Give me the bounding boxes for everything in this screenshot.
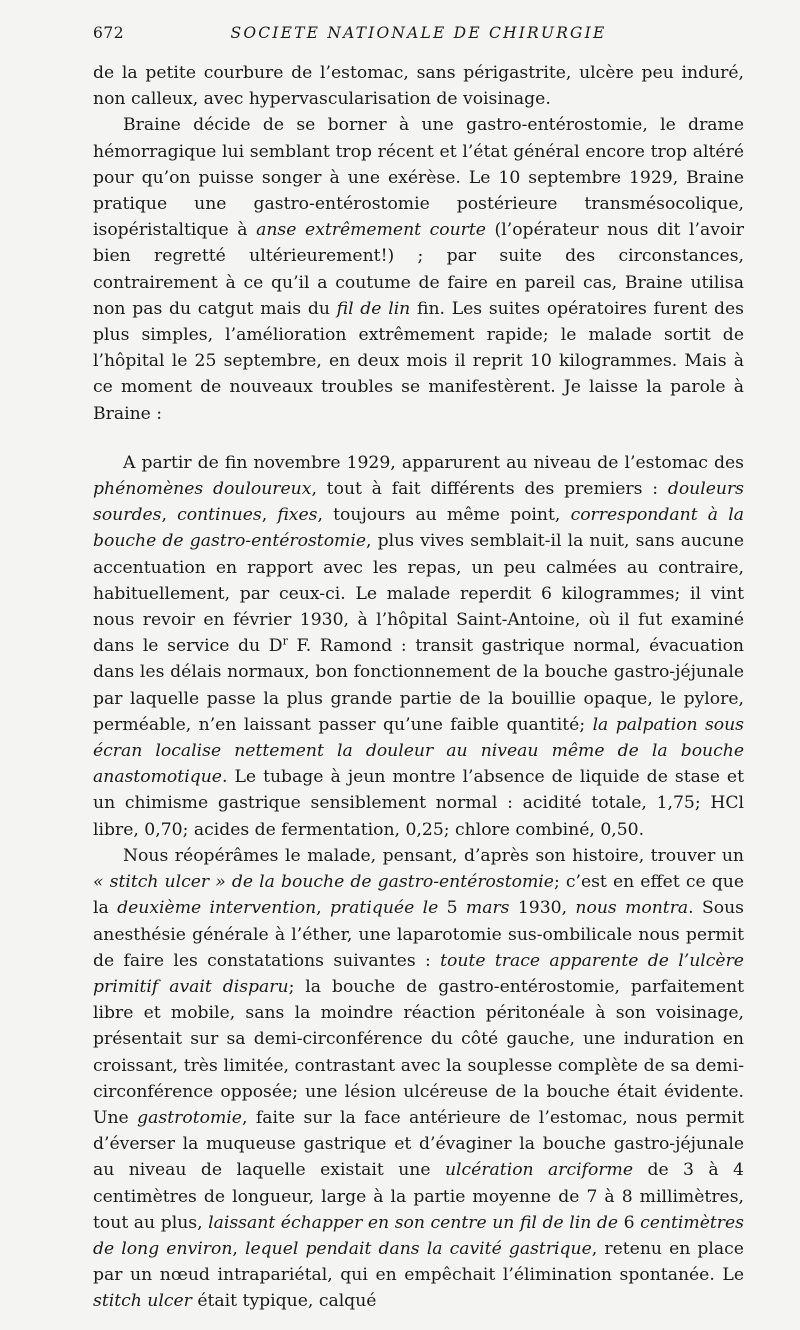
italic-text: lequel pendait dans la cavité gastrique xyxy=(244,1238,592,1259)
text-segment: , xyxy=(232,1238,245,1259)
text-segment: , plus vives semblait-il la nuit, sans aucune accentuation en rapport avec les repas, un peu calmées au contraire, habituellement, par ceux-ci. Le malade reperdit 6 kilogrammes; il vint nous revoir en février 1930, à l’hôpital Saint-Antoine, où il fut examiné dans le service du D xyxy=(93,531,744,657)
italic-text: continues xyxy=(177,505,262,526)
text-segment: , faite sur la face antérieure de l’estomac, nous permit d’éverser la muqueuse gastrique et d’évaginer la bouche gastro-jéjunale au niveau de laquelle existait une xyxy=(93,1107,744,1181)
italic-text: ulcération arciforme xyxy=(444,1160,634,1181)
paragraph xyxy=(93,60,744,112)
text-segment: était typique, calqué xyxy=(191,1291,377,1312)
italic-text: « stitch ulcer » de la bouche de gastro-entérostomie xyxy=(93,872,554,893)
text-segment: , xyxy=(316,898,330,919)
text-segment: . Le tubage à jeun montre l’absence de liquide de stase et un chimisme gastrique sensiblement normal : acidité totale, 1,75; HCl libre, 0,70; acides de fermentation, 0,25; chlore combiné, 0,50. xyxy=(93,767,744,840)
body-text xyxy=(93,60,744,1315)
italic-text: gastrotomie xyxy=(137,1107,242,1128)
text-segment: , retenu en place par un nœud intrapariétal, qui en empêchait l’élimination spontanée. Le xyxy=(93,1238,744,1286)
italic-text: phénomènes douloureux xyxy=(93,479,312,500)
italic-text: correspondant à la bouche de gastro-entérostomie xyxy=(93,505,744,552)
italic-text: stitch ulcer xyxy=(93,1291,192,1312)
text-segment: ; la bouche de gastro-entérostomie, parfaitement libre et mobile, sans la moindre réaction péritonéale à son voisinage, présentait sur sa demi-circonférence du côté gauche, une induration en croissant, très limitée, contrastant avec la souplesse complète de sa demi-circonférence opposée; une lésion ulcéreuse de la bouche était évidente. Une xyxy=(93,976,744,1128)
text-segment: fin. Les suites opératoires furent des plus simples, l’amélioration extrêmement rapide; le malade sortit de l’hôpital le 25 septembre, en deux mois il reprit 10 kilogrammes. Mais à ce moment de nouveaux troubles se manifestèrent. Je laisse la parole à Braine : xyxy=(93,298,744,424)
italic-text: anse extrêmement courte xyxy=(256,220,486,241)
text-segment: F. Ramond : transit gastrique normal, évacuation dans les délais normaux, bon fonctionnement de la bouche gastro-jéjunale par laquelle passe la plus grande partie de la bouillie opaque, le pylore, perméable, n’en laissant passer qu’une faible quantité; xyxy=(93,636,744,735)
italic-text: la palpation sous écran localise nettement la douleur au niveau même de la bouche anastomotique xyxy=(93,714,745,788)
text-segment: Braine décide de se borner à une gastro-entérostomie, le drame hémorragique lui semblant trop récent et l’état général encore trop altéré pour qu’on puisse songer à une exérèse. Le 10 septembre 1929, Braine pratique une gastro-entérostomie postérieure transmésocolique, isopéristaltique à xyxy=(93,115,744,241)
paragraph xyxy=(93,450,744,843)
italic-text: laissant échapper en son centre un fil de lin de xyxy=(208,1212,619,1233)
italic-text: nous montra xyxy=(575,898,689,919)
italic-text: toute trace apparente de l’ulcère primitif avait disparu xyxy=(93,950,744,997)
text-segment: de 3 à 4 centimètres de longueur, large à la partie moyenne de 7 à 8 millimètres, tout au plus, xyxy=(93,1160,744,1233)
text-segment: , xyxy=(161,505,178,526)
text-segment: Nous réopérâmes le malade, pensant, d’après son histoire, trouver un xyxy=(123,845,744,866)
text-segment: (l’opérateur nous dit l’avoir bien regretté ultérieurement!) ; par suite des circonstances, contrairement à ce qu’il a coutume de faire en pareil cas, Braine utilisa non pas du catgut mais du xyxy=(93,220,744,319)
text-segment: , tout à fait différents des premiers : xyxy=(311,479,668,500)
text-segment: de la petite courbure de l’estomac, sans périgastrite, ulcère peu induré, non calleux, avec hypervascularisation de voisinage. xyxy=(93,63,744,110)
page-number: 672 xyxy=(93,24,125,42)
italic-text: mars xyxy=(465,898,510,919)
italic-text: douleurs sourdes xyxy=(93,479,745,526)
running-title: SOCIETE NATIONALE DE CHIRURGIE xyxy=(230,24,607,42)
italic-text: deuxième intervention xyxy=(117,898,317,919)
text-segment: . Sous anesthésie générale à l’éther, une laparotomie sus-ombilicale nous permit de faire les constatations suivantes : xyxy=(93,898,744,971)
italic-text: fixes xyxy=(277,505,318,526)
text-segment: , xyxy=(261,505,278,526)
text-segment: 5 xyxy=(438,898,466,919)
superscript-text: r xyxy=(282,634,288,648)
text-segment: , toujours au même point, xyxy=(317,505,571,526)
italic-text: pratiquée le xyxy=(329,898,439,919)
italic-text: centimètres de long environ xyxy=(93,1212,744,1259)
paragraph xyxy=(93,112,744,426)
text-segment: ; c’est en effet ce que la xyxy=(93,872,745,919)
page-header xyxy=(93,22,744,52)
paragraph xyxy=(93,843,744,1315)
text-segment: 6 xyxy=(618,1212,641,1233)
italic-text: fil de lin xyxy=(336,298,411,319)
text-segment: 1930, xyxy=(509,898,576,919)
text-segment: A partir de fin novembre 1929, apparurent au niveau de l’estomac des xyxy=(123,452,744,473)
